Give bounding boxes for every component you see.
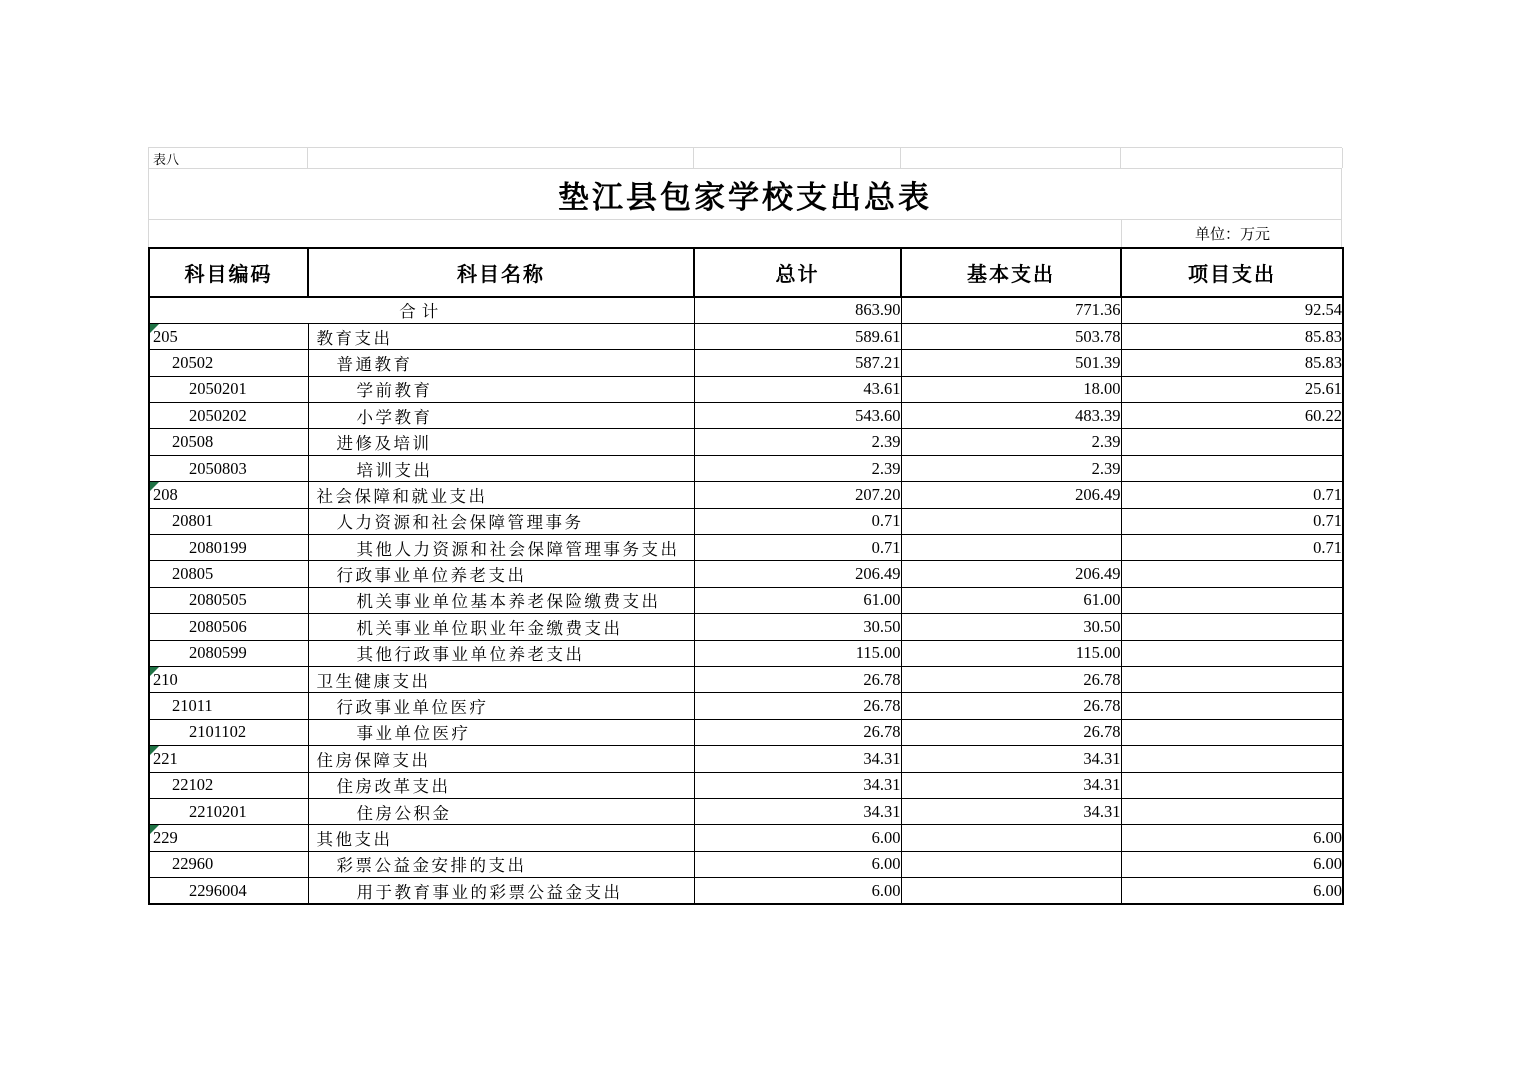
- table-row: [149, 666, 1343, 692]
- basic-expenditure-cell: [901, 878, 1121, 904]
- table-row: [149, 772, 1343, 798]
- subject-name-cell: 事业单位医疗: [308, 719, 694, 745]
- subject-name-cell: 其他行政事业单位养老支出: [308, 640, 694, 666]
- total-value-cell: 206.49: [694, 561, 901, 587]
- total-value-cell: 589.61: [694, 323, 901, 349]
- project-expenditure-cell: [1121, 455, 1343, 481]
- basic-expenditure-cell: 206.49: [901, 482, 1121, 508]
- project-expenditure-cell: [1121, 719, 1343, 745]
- subject-name-cell: 培训支出: [308, 455, 694, 481]
- subject-name-cell: 进修及培训: [308, 429, 694, 455]
- subject-code-cell: 20805: [149, 561, 308, 587]
- sheet-label-row: [148, 147, 1342, 168]
- basic-expenditure-cell: [901, 851, 1121, 877]
- table-row: [149, 535, 1343, 561]
- header-row: [149, 248, 1343, 297]
- total-value-cell: 26.78: [694, 693, 901, 719]
- subject-code-cell: 2080199: [149, 535, 308, 561]
- page-title: 垫江县包家学校支出总表: [148, 168, 1342, 219]
- column-header-subject-code: 科目编码: [149, 248, 308, 297]
- total-value-cell: 587.21: [694, 350, 901, 376]
- table-row: [149, 693, 1343, 719]
- subject-name-cell: 卫生健康支出: [308, 666, 694, 692]
- total-value-cell: 34.31: [694, 772, 901, 798]
- column-header-subject-name: 科目名称: [308, 248, 694, 297]
- basic-expenditure-cell: [901, 535, 1121, 561]
- project-expenditure-cell: 0.71: [1121, 508, 1343, 534]
- sheet-label: 表八: [149, 148, 308, 168]
- subject-name-cell: 其他支出: [308, 825, 694, 851]
- grand-total-value: 863.90: [694, 297, 901, 323]
- basic-expenditure-cell: 503.78: [901, 323, 1121, 349]
- subject-code-cell: 229: [149, 825, 308, 851]
- project-expenditure-cell: [1121, 587, 1343, 613]
- basic-expenditure-cell: 18.00: [901, 376, 1121, 402]
- total-value-cell: 0.71: [694, 508, 901, 534]
- subject-code-cell: 2080505: [149, 587, 308, 613]
- basic-expenditure-cell: 26.78: [901, 719, 1121, 745]
- project-expenditure-cell: [1121, 614, 1343, 640]
- project-expenditure-cell: 85.83: [1121, 350, 1343, 376]
- subject-name-cell: 普通教育: [308, 350, 694, 376]
- column-header-total: 总计: [694, 248, 901, 297]
- subject-code-cell: 22102: [149, 772, 308, 798]
- column-header-project-expenditure: 项目支出: [1121, 248, 1343, 297]
- basic-expenditure-cell: 483.39: [901, 403, 1121, 429]
- total-value-cell: 6.00: [694, 878, 901, 904]
- table-row: [149, 614, 1343, 640]
- table-row: [149, 587, 1343, 613]
- basic-expenditure-cell: 26.78: [901, 693, 1121, 719]
- table-body: [149, 323, 1343, 904]
- basic-expenditure-cell: 34.31: [901, 746, 1121, 772]
- grid-cell: [901, 148, 1121, 168]
- table-row: [149, 429, 1343, 455]
- expenditure-sheet: [148, 147, 1342, 905]
- basic-expenditure-cell: [901, 508, 1121, 534]
- table-row: [149, 482, 1343, 508]
- table-row: [149, 508, 1343, 534]
- table-row: [149, 403, 1343, 429]
- subject-name-cell: 小学教育: [308, 403, 694, 429]
- total-value-cell: 61.00: [694, 587, 901, 613]
- total-value-cell: 2.39: [694, 455, 901, 481]
- grid-cell: [1121, 148, 1343, 168]
- column-header-basic-expenditure: 基本支出: [901, 248, 1121, 297]
- grid-cell: [694, 148, 901, 168]
- subject-code-cell: 2080506: [149, 614, 308, 640]
- grand-total-label: 合计: [149, 297, 694, 323]
- subject-code-cell: 20801: [149, 508, 308, 534]
- subject-code-cell: 2050201: [149, 376, 308, 402]
- basic-expenditure-cell: 501.39: [901, 350, 1121, 376]
- grand-total-row: [149, 297, 1343, 323]
- project-expenditure-cell: 6.00: [1121, 825, 1343, 851]
- project-expenditure-cell: [1121, 798, 1343, 824]
- project-expenditure-cell: 6.00: [1121, 878, 1343, 904]
- subject-name-cell: 行政事业单位养老支出: [308, 561, 694, 587]
- subject-code-cell: 221: [149, 746, 308, 772]
- basic-expenditure-cell: 2.39: [901, 429, 1121, 455]
- project-expenditure-cell: [1121, 429, 1343, 455]
- basic-expenditure-cell: 34.31: [901, 798, 1121, 824]
- basic-expenditure-cell: [901, 825, 1121, 851]
- basic-expenditure-cell: 115.00: [901, 640, 1121, 666]
- subject-code-cell: 210: [149, 666, 308, 692]
- subject-code-cell: 2050202: [149, 403, 308, 429]
- subject-code-cell: 2210201: [149, 798, 308, 824]
- subject-name-cell: 人力资源和社会保障管理事务: [308, 508, 694, 534]
- table-row: [149, 455, 1343, 481]
- table-row: [149, 825, 1343, 851]
- subject-name-cell: 机关事业单位基本养老保险缴费支出: [308, 587, 694, 613]
- subject-code-cell: 20508: [149, 429, 308, 455]
- subject-name-cell: 学前教育: [308, 376, 694, 402]
- subject-code-cell: 22960: [149, 851, 308, 877]
- basic-expenditure-cell: 2.39: [901, 455, 1121, 481]
- project-expenditure-cell: 0.71: [1121, 535, 1343, 561]
- total-value-cell: 6.00: [694, 851, 901, 877]
- total-value-cell: 2.39: [694, 429, 901, 455]
- project-expenditure-cell: 25.61: [1121, 376, 1343, 402]
- subject-code-cell: 20502: [149, 350, 308, 376]
- subject-name-cell: 社会保障和就业支出: [308, 482, 694, 508]
- project-expenditure-cell: [1121, 666, 1343, 692]
- table-row: [149, 746, 1343, 772]
- subject-code-cell: 205: [149, 323, 308, 349]
- total-value-cell: 34.31: [694, 798, 901, 824]
- basic-expenditure-cell: 34.31: [901, 772, 1121, 798]
- subject-name-cell: 彩票公益金安排的支出: [308, 851, 694, 877]
- total-value-cell: 207.20: [694, 482, 901, 508]
- table-row: [149, 851, 1343, 877]
- basic-expenditure-cell: 206.49: [901, 561, 1121, 587]
- grand-total-basic-value: 771.36: [901, 297, 1121, 323]
- subject-name-cell: 行政事业单位医疗: [308, 693, 694, 719]
- project-expenditure-cell: [1121, 640, 1343, 666]
- total-value-cell: 34.31: [694, 746, 901, 772]
- subject-code-cell: 2050803: [149, 455, 308, 481]
- expenditure-table: [148, 247, 1344, 905]
- table-row: [149, 323, 1343, 349]
- project-expenditure-cell: 60.22: [1121, 403, 1343, 429]
- table-row: [149, 798, 1343, 824]
- total-value-cell: 0.71: [694, 535, 901, 561]
- unit-row: [148, 219, 1342, 247]
- subject-name-cell: 其他人力资源和社会保障管理事务支出: [308, 535, 694, 561]
- total-value-cell: 26.78: [694, 719, 901, 745]
- unit-label: 单位：万元: [1121, 220, 1343, 247]
- subject-name-cell: 住房公积金: [308, 798, 694, 824]
- project-expenditure-cell: 0.71: [1121, 482, 1343, 508]
- subject-name-cell: 用于教育事业的彩票公益金支出: [308, 878, 694, 904]
- total-value-cell: 26.78: [694, 666, 901, 692]
- subject-name-cell: 教育支出: [308, 323, 694, 349]
- subject-name-cell: 机关事业单位职业年金缴费支出: [308, 614, 694, 640]
- subject-name-cell: 住房改革支出: [308, 772, 694, 798]
- project-expenditure-cell: 6.00: [1121, 851, 1343, 877]
- project-expenditure-cell: [1121, 746, 1343, 772]
- subject-code-cell: 21011: [149, 693, 308, 719]
- project-expenditure-cell: 85.83: [1121, 323, 1343, 349]
- table-row: [149, 878, 1343, 904]
- project-expenditure-cell: [1121, 561, 1343, 587]
- basic-expenditure-cell: 61.00: [901, 587, 1121, 613]
- subject-name-cell: 住房保障支出: [308, 746, 694, 772]
- total-value-cell: 6.00: [694, 825, 901, 851]
- table-row: [149, 350, 1343, 376]
- project-expenditure-cell: [1121, 693, 1343, 719]
- table-row: [149, 719, 1343, 745]
- total-value-cell: 115.00: [694, 640, 901, 666]
- table-row: [149, 640, 1343, 666]
- project-expenditure-cell: [1121, 772, 1343, 798]
- grid-cell: [308, 148, 694, 168]
- subject-code-cell: 208: [149, 482, 308, 508]
- subject-code-cell: 2101102: [149, 719, 308, 745]
- total-value-cell: 43.61: [694, 376, 901, 402]
- subject-code-cell: 2296004: [149, 878, 308, 904]
- total-value-cell: 543.60: [694, 403, 901, 429]
- total-value-cell: 30.50: [694, 614, 901, 640]
- basic-expenditure-cell: 26.78: [901, 666, 1121, 692]
- grand-total-project-value: 92.54: [1121, 297, 1343, 323]
- table-row: [149, 561, 1343, 587]
- table-row: [149, 376, 1343, 402]
- basic-expenditure-cell: 30.50: [901, 614, 1121, 640]
- subject-code-cell: 2080599: [149, 640, 308, 666]
